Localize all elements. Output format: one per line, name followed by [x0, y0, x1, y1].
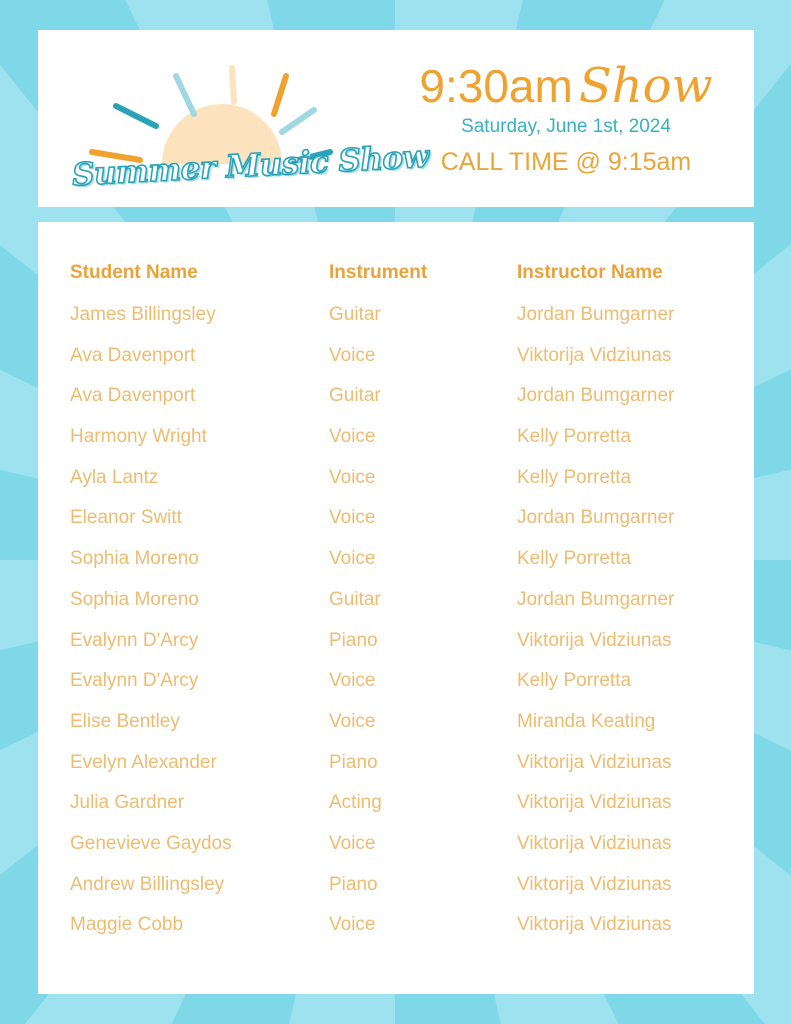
- instrument: Voice: [329, 466, 376, 488]
- table-row: [38, 548, 754, 589]
- instrument: Voice: [329, 710, 376, 732]
- instrument: Voice: [329, 344, 376, 366]
- table-row: [38, 467, 754, 508]
- instrument: Voice: [329, 426, 376, 448]
- instructor-name: Viktorija Vidziunas: [517, 344, 672, 366]
- table-row: [38, 752, 754, 793]
- instructor-name: Viktorija Vidziunas: [517, 873, 672, 895]
- student-name: Evalynn D'Arcy: [70, 629, 199, 651]
- student-name: Eleanor Switt: [70, 507, 182, 529]
- student-name: Evelyn Alexander: [70, 751, 217, 773]
- show-time: 9:30am: [419, 60, 573, 112]
- table-row: [38, 385, 754, 426]
- instrument: Guitar: [329, 304, 381, 325]
- instructor-name: Kelly Porretta: [517, 466, 632, 488]
- instructor-name: Kelly Porretta: [517, 548, 632, 570]
- call-time: CALL TIME @ 9:15am: [440, 148, 692, 176]
- instrument: Voice: [329, 507, 376, 529]
- table-row: [38, 711, 754, 752]
- instructor-name: Viktorija Vidziunas: [517, 914, 672, 936]
- table-row: [38, 507, 754, 548]
- instrument: Piano: [329, 751, 378, 773]
- instructor-name: Miranda Keating: [517, 710, 656, 732]
- student-name: Sophia Moreno: [70, 588, 199, 610]
- instrument: Voice: [329, 914, 376, 936]
- instructor-name: Jordan Bumgarner: [517, 588, 675, 610]
- instrument: Guitar: [329, 385, 381, 407]
- instructor-name: Jordan Bumgarner: [517, 385, 675, 407]
- column-header-instructor: Instructor Name: [517, 262, 663, 283]
- student-name: Sophia Moreno: [70, 548, 199, 570]
- student-name: Ava Davenport: [70, 344, 196, 366]
- instructor-name: Kelly Porretta: [517, 670, 632, 692]
- table-row: [38, 874, 754, 915]
- instructor-name: Viktorija Vidziunas: [517, 792, 672, 814]
- student-name: Ayla Lantz: [70, 466, 159, 488]
- student-name: Andrew Billingsley: [70, 873, 225, 895]
- student-name: Harmony Wright: [70, 426, 207, 448]
- instructor-name: Viktorija Vidziunas: [517, 832, 672, 854]
- student-name: Julia Gardner: [70, 792, 185, 814]
- instrument: Voice: [329, 832, 376, 854]
- instructor-name: Kelly Porretta: [517, 426, 632, 448]
- instrument: Voice: [329, 670, 376, 692]
- logo-text: Summer Music Show: [71, 138, 430, 194]
- table-row: [38, 792, 754, 833]
- student-name: Genevieve Gaydos: [70, 832, 232, 854]
- header-card: [38, 30, 754, 207]
- table-row: [38, 914, 754, 955]
- table-row: [38, 304, 754, 345]
- instrument: Piano: [329, 873, 378, 895]
- table-row: [38, 589, 754, 630]
- instrument: Piano: [329, 629, 378, 651]
- student-name: Elise Bentley: [70, 710, 180, 732]
- table-body: [38, 304, 754, 955]
- table-header: [38, 262, 754, 288]
- instructor-name: Viktorija Vidziunas: [517, 629, 672, 651]
- student-name: James Billingsley: [70, 304, 216, 325]
- instructor-name: Viktorija Vidziunas: [517, 751, 672, 773]
- student-name: Evalynn D'Arcy: [70, 670, 199, 692]
- table-row: [38, 426, 754, 467]
- student-name: Maggie Cobb: [70, 914, 184, 936]
- instrument: Acting: [329, 792, 382, 814]
- summer-music-show-logo: [52, 56, 430, 196]
- show-title: [378, 58, 754, 114]
- column-header-student: Student Name: [70, 262, 198, 283]
- instructor-name: Jordan Bumgarner: [517, 507, 675, 529]
- instrument: Guitar: [329, 588, 381, 610]
- student-name: Ava Davenport: [70, 385, 196, 407]
- table-row: [38, 345, 754, 386]
- schedule-card: [38, 222, 754, 994]
- table-row: [38, 630, 754, 671]
- table-row: [38, 833, 754, 874]
- show-word: Show: [578, 58, 713, 114]
- table-row: [38, 670, 754, 711]
- show-date: Saturday, June 1st, 2024: [461, 116, 671, 137]
- column-header-instrument: Instrument: [329, 262, 428, 283]
- instructor-name: Jordan Bumgarner: [517, 304, 675, 325]
- instrument: Voice: [329, 548, 376, 570]
